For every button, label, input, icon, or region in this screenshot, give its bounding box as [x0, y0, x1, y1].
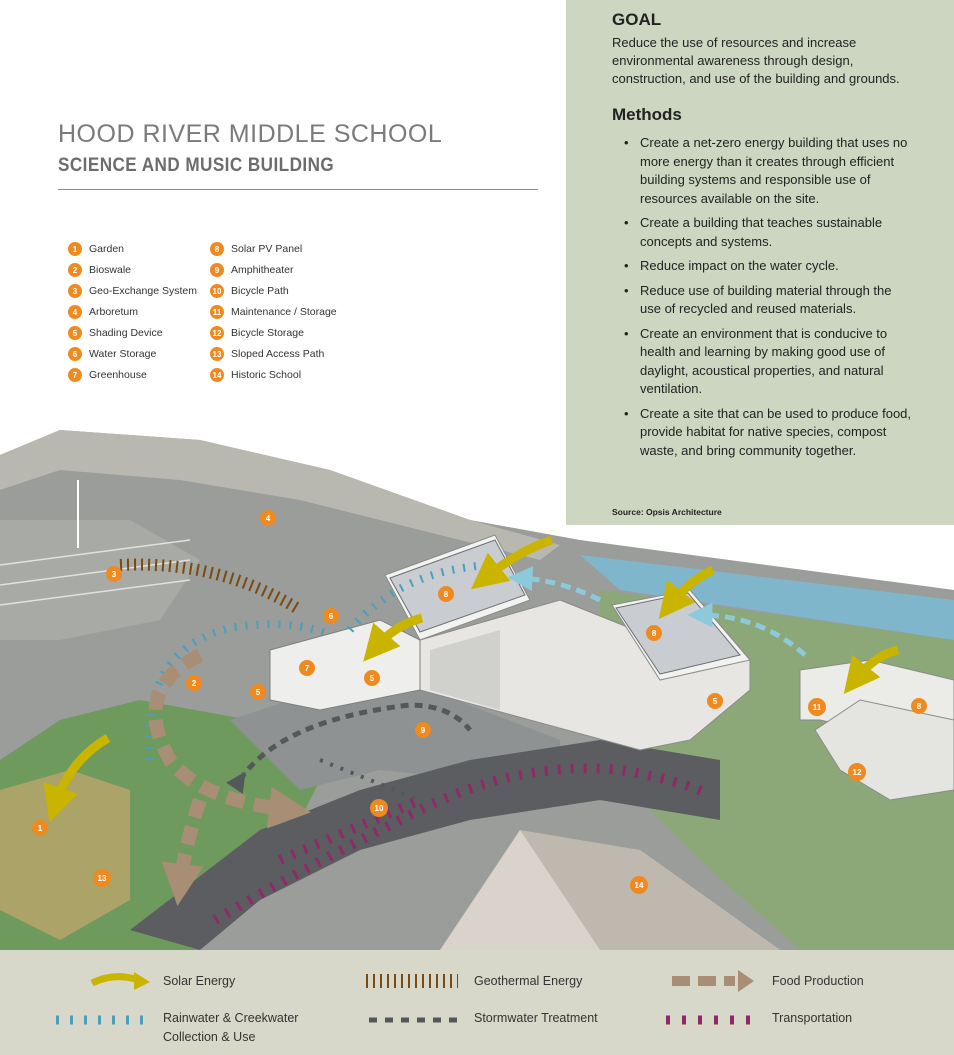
marker-bicycle-path: 10 [370, 799, 388, 817]
legend-transportation-label: Transportation [772, 1011, 853, 1025]
key-item-bicycle-path: 10 Bicycle Path [210, 283, 289, 299]
methods-heading: Methods [612, 105, 682, 124]
method-item: • Reduce impact on the water cycle. [622, 257, 914, 276]
legend-stormwater-label: Stormwater Treatment [474, 1011, 598, 1025]
key-item-greenhouse: 7 Greenhouse [68, 367, 147, 383]
solar-energy-arrowhead [134, 972, 150, 990]
method-item: • Create a site that can be used to produce food, provide habitat for native species, compost waste, and bring community together. [622, 405, 914, 461]
marker-greenhouse: 7 [299, 660, 315, 676]
marker-solar-pv: 8 [646, 625, 662, 641]
marker-bicycle-storage: 12 [848, 763, 866, 781]
goal-text: Reduce the use of resources and increase environmental awareness through design, construction, and use of the building and grounds. [612, 35, 900, 86]
marker-shading-device: 5 [707, 693, 723, 709]
marker-historic-school: 14 [630, 876, 648, 894]
key-item-amphitheater: 9 Amphitheater [210, 262, 293, 278]
source-credit: Source: Opsis Architecture [612, 507, 722, 517]
marker-arboretum: 4 [260, 510, 276, 526]
title-divider [58, 189, 538, 190]
goal-heading: GOAL [612, 10, 662, 29]
key-item-bicycle-storage: 12 Bicycle Storage [210, 325, 304, 341]
key-item-geo-exchange: 3 Geo-Exchange System [68, 283, 197, 299]
legend-solar-label: Solar Energy [163, 974, 236, 988]
legend-rainwater-label: Rainwater & Creekwater Collection & Use [163, 1011, 299, 1044]
key-item-arboretum: 4 Arboretum [68, 304, 138, 320]
solar-energy-icon [92, 977, 138, 983]
flow-legend-icons [0, 950, 954, 1055]
key-item-maintenance: 11 Maintenance / Storage [210, 304, 337, 320]
marker-bioswale: 2 [186, 675, 202, 691]
method-item: • Create a building that teaches sustainable concepts and systems. [622, 214, 914, 251]
method-item: • Create a net-zero energy building that uses no more energy than it creates through efficient building systems and responsible use of resources available on the site. [622, 134, 914, 208]
key-item-historic-school: 14 Historic School [210, 367, 301, 383]
marker-geo-exchange: 3 [106, 566, 122, 582]
legend-geothermal-label: Geothermal Energy [474, 974, 583, 988]
key-item-sloped-path: 13 Sloped Access Path [210, 346, 324, 362]
marker-water-storage: 6 [323, 608, 339, 624]
key-item-water-storage: 6 Water Storage [68, 346, 156, 362]
legend-food-label: Food Production [772, 974, 864, 988]
key-item-shading-device: 5 Shading Device [68, 325, 163, 341]
marker-solar-pv: 8 [438, 586, 454, 602]
marker-shading-device: 5 [250, 684, 266, 700]
method-item: • Create an environment that is conducive to health and learning by making good use of daylight, acoustical properties, and natural ventilation. [622, 325, 914, 399]
key-item-bioswale: 2 Bioswale [68, 262, 131, 278]
page-subtitle: SCIENCE AND MUSIC BUILDING [58, 155, 335, 176]
key-item-solar-pv: 8 Solar PV Panel [210, 241, 302, 257]
marker-maintenance: 11 [808, 698, 826, 716]
marker-shading-device: 5 [364, 670, 380, 686]
methods-list [622, 134, 914, 466]
marker-sloped-path: 13 [93, 869, 111, 887]
marker-solar-pv: 8 [911, 698, 927, 714]
page-title: HOOD RIVER MIDDLE SCHOOL [58, 120, 443, 148]
food-production-arrowhead [738, 970, 754, 992]
marker-amphitheater: 9 [415, 722, 431, 738]
key-item-garden: 1 Garden [68, 241, 124, 257]
marker-garden: 1 [32, 820, 48, 836]
method-item: • Reduce use of building material through the use of recycled and reused materials. [622, 282, 914, 319]
